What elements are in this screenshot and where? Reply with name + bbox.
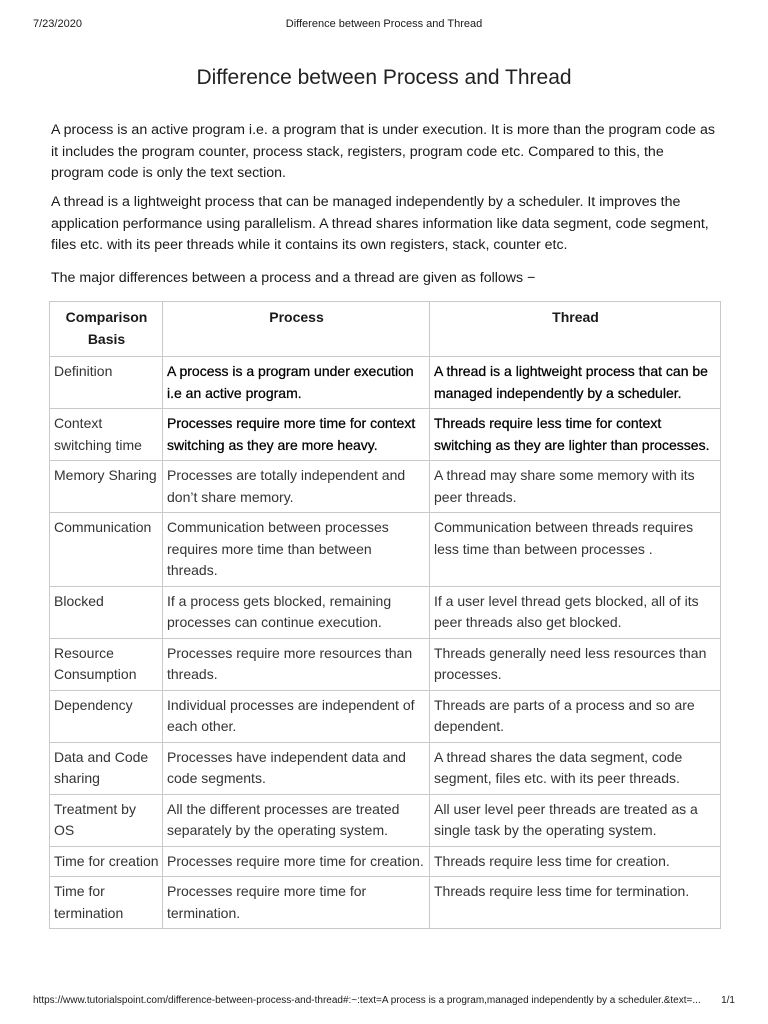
table-row — [50, 877, 721, 929]
table-row — [50, 742, 721, 794]
row-basis-cell: Time for creation — [50, 846, 163, 877]
row-thread-cell: Threads require less time for creation. — [430, 846, 721, 877]
row-process-cell: Processes have independent data and code segments. — [163, 742, 430, 794]
row-thread-cell: Threads generally need less resources than processes. — [430, 638, 721, 690]
intro-paragraph-differences: The major differences between a process and a thread are given as follows − — [51, 270, 536, 286]
table-row — [50, 409, 721, 461]
page-title: Difference between Process and Thread — [196, 66, 572, 89]
row-process-cell: Processes require more resources than threads. — [163, 638, 430, 690]
row-thread-cell: A thread may share some memory with its peer threads. — [430, 461, 721, 513]
row-basis-cell: Treatment by OS — [50, 794, 163, 846]
intro-paragraph-process: A process is an active program i.e. a program that is under execution. It is more than the program code as it includes the program counter, process stack, registers, program code etc. Compared to this, the program code is only the text section. — [51, 122, 715, 182]
row-thread-cell: A thread shares the data segment, code segment, files etc. with its peer threads. — [430, 742, 721, 794]
comparison-table — [49, 301, 721, 929]
row-process-cell: A process is a program under execution i.e an active program. — [163, 357, 430, 409]
table-row — [50, 357, 721, 409]
print-header-title: Difference between Process and Thread — [285, 18, 483, 30]
table-row — [50, 461, 721, 513]
row-basis-cell: Memory Sharing — [50, 461, 163, 513]
row-thread-cell: Threads are parts of a process and so are dependent. — [430, 690, 721, 742]
row-thread-cell: Threads require less time for context switching as they are lighter than processes. — [430, 409, 721, 461]
row-basis-cell: Definition — [50, 357, 163, 409]
row-process-cell: Individual processes are independent of each other. — [163, 690, 430, 742]
row-process-cell: Processes are totally independent and don’t share memory. — [163, 461, 430, 513]
row-process-cell: All the different processes are treated separately by the operating system. — [163, 794, 430, 846]
print-date: 7/23/2020 — [33, 18, 82, 30]
row-process-cell: Processes require more time for creation. — [163, 846, 430, 877]
column-header-basis: Comparison Basis — [50, 302, 163, 357]
column-header-thread: Thread — [430, 302, 721, 357]
row-process-cell: Processes require more time for context switching as they are more heavy. — [163, 409, 430, 461]
column-header-process: Process — [163, 302, 430, 357]
row-basis-cell: Context switching time — [50, 409, 163, 461]
table-header-row — [50, 302, 721, 357]
table-body — [50, 357, 721, 929]
table-row — [50, 586, 721, 638]
row-thread-cell: Threads require less time for termination. — [430, 877, 721, 929]
row-process-cell: Processes require more time for termination. — [163, 877, 430, 929]
row-basis-cell: Communication — [50, 513, 163, 587]
row-thread-cell: A thread is a lightweight process that can be managed independently by a scheduler. — [430, 357, 721, 409]
footer-url: https://www.tutorialspoint.com/difference-between-process-and-thread#:~:text=A process is a program,managed independently by a scheduler.&text=... — [33, 995, 701, 1006]
row-basis-cell: Data and Code sharing — [50, 742, 163, 794]
row-thread-cell: All user level peer threads are treated as a single task by the operating system. — [430, 794, 721, 846]
row-thread-cell: If a user level thread gets blocked, all of its peer threads also get blocked. — [430, 586, 721, 638]
row-thread-cell: Communication between threads requires less time than between processes . — [430, 513, 721, 587]
page-number: 1/1 — [721, 995, 735, 1006]
row-basis-cell: Time for termination — [50, 877, 163, 929]
row-basis-cell: Resource Consumption — [50, 638, 163, 690]
row-process-cell: If a process gets blocked, remaining processes can continue execution. — [163, 586, 430, 638]
intro-paragraph-thread: A thread is a lightweight process that can be managed independently by a scheduler. It improves the application performance using parallelism. A thread shares information like data segment, code segment, files etc. with its peer threads while it contains its own registers, stack, counter etc. — [51, 194, 709, 254]
table-row — [50, 513, 721, 587]
row-process-cell: Communication between processes requires more time than between threads. — [163, 513, 430, 587]
table-row — [50, 638, 721, 690]
table-row — [50, 794, 721, 846]
table-row — [50, 846, 721, 877]
row-basis-cell: Blocked — [50, 586, 163, 638]
table-row — [50, 690, 721, 742]
row-basis-cell: Dependency — [50, 690, 163, 742]
